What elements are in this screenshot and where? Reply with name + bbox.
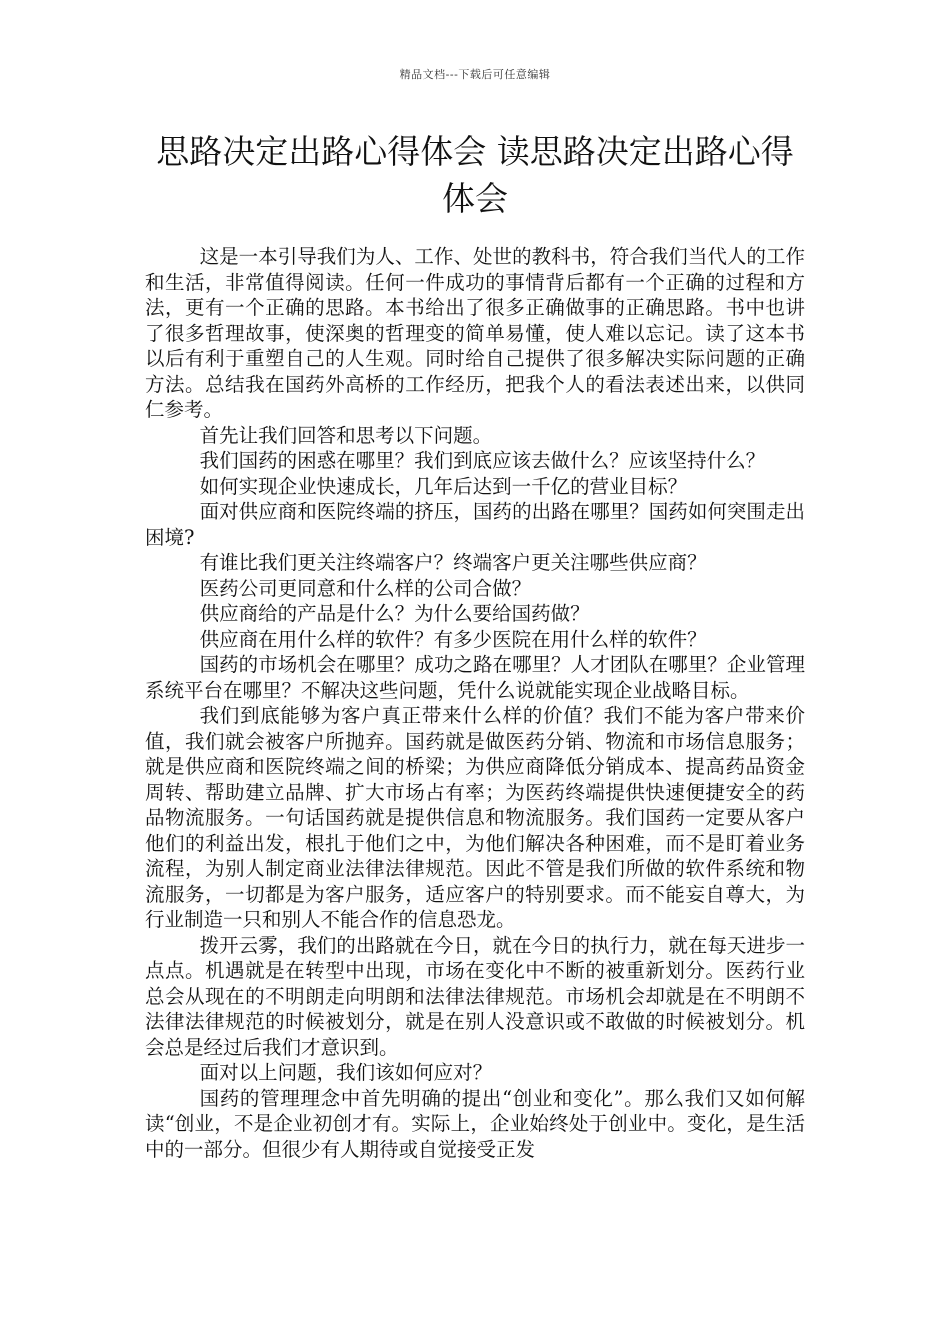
paragraph: 拨开云雾，我们的出路就在今日，就在今日的执行力，就在每天进步一点点。机遇就是在转型中出现，市场在变化中不断的被重新划分。医药行业总会从现在的不明朗走向明朗和法律法律规范。市场机会却就是在不明朗不法律法律规范的时候被划分，就是在别人没意识或不敢做的时候被划分。机会总是经过后我们才意识到。 bbox=[145, 933, 805, 1059]
document-title: 思路决定出路心得体会 读思路决定出路心得体会 bbox=[156, 132, 794, 218]
header-note: 精品文档---下载后可任意编辑 bbox=[399, 68, 551, 81]
paragraph: 我们国药的困惑在哪里？我们到底应该去做什么？应该坚持什么？ bbox=[199, 449, 766, 472]
paragraph: 这是一本引导我们为人、工作、处世的教科书，符合我们当代人的工作和生活，非常值得阅读。任何一件成功的事情背后都有一个正确的过程和方法，更有一个正确的思路。本书给出了很多正确做事的正确思路。书中也讲了很多哲理故事，使深奥的哲理变的简单易懂，使人难以忘记。读了这本书以后有利于重塑自己的人生观。同时给自己提供了很多解决实际问题的正确方法。总结我在国药外高桥的工作经历，把我个人的看法表述出来，以供同仁参考。 bbox=[145, 245, 805, 421]
paragraph: 有谁比我们更关注终端客户？终端客户更关注哪些供应商？ bbox=[199, 551, 707, 574]
paragraph: 国药的市场机会在哪里？成功之路在哪里？人才团队在哪里？企业管理系统平台在哪里？不解决这些问题，凭什么说就能实现企业战略目标。 bbox=[145, 653, 805, 702]
paragraph: 医药公司更同意和什么样的公司合做？ bbox=[199, 576, 532, 600]
paragraph: 供应商给的产品是什么？为什么要给国药做？ bbox=[199, 602, 590, 625]
paragraph: 国药的管理理念中首先明确的提出“创业和变化”。那么我们又如何解读“创业，不是企业初创才有。实际上，企业始终处于创业中。变化，是生活中的一部分。但很少有人期待或自觉接受正发 bbox=[145, 1086, 805, 1161]
document-body bbox=[145, 244, 805, 1162]
paragraph: 如何实现企业快速成长，几年后达到一千亿的营业目标？ bbox=[199, 474, 688, 498]
paragraph: 面对以上问题，我们该如何应对？ bbox=[199, 1061, 493, 1084]
paragraph: 我们到底能够为客户真正带来什么样的价值？我们不能为客户带来价值，我们就会被客户所抛弃。国药就是做医药分销、物流和市场信息服务；就是供应商和医院终端之间的桥梁；为供应商降低分销成本、提高药品资金周转、帮助建立品牌、扩大市场占有率；为医药终端提供快速便捷安全的药品物流服务。一句话国药就是提供信息和物流服务。我们国药一定要从客户他们的利益出发，根扎于他们之中，为他们解决各种困难，而不是盯着业务流程，为别人制定商业法律法律规范。因此不管是我们所做的软件系统和物流服务，一切都是为客户服务，适应客户的特别要求。而不能妄自尊大，为行业制造一只和别人不能合作的信息恐龙。 bbox=[145, 704, 805, 931]
paragraph: 面对供应商和医院终端的挤压，国药的出路在哪里？国药如何突围走出困境? bbox=[145, 500, 805, 549]
paragraph: 供应商在用什么样的软件？有多少医院在用什么样的软件？ bbox=[199, 627, 707, 651]
paragraph: 首先让我们回答和思考以下问题。 bbox=[199, 423, 493, 447]
